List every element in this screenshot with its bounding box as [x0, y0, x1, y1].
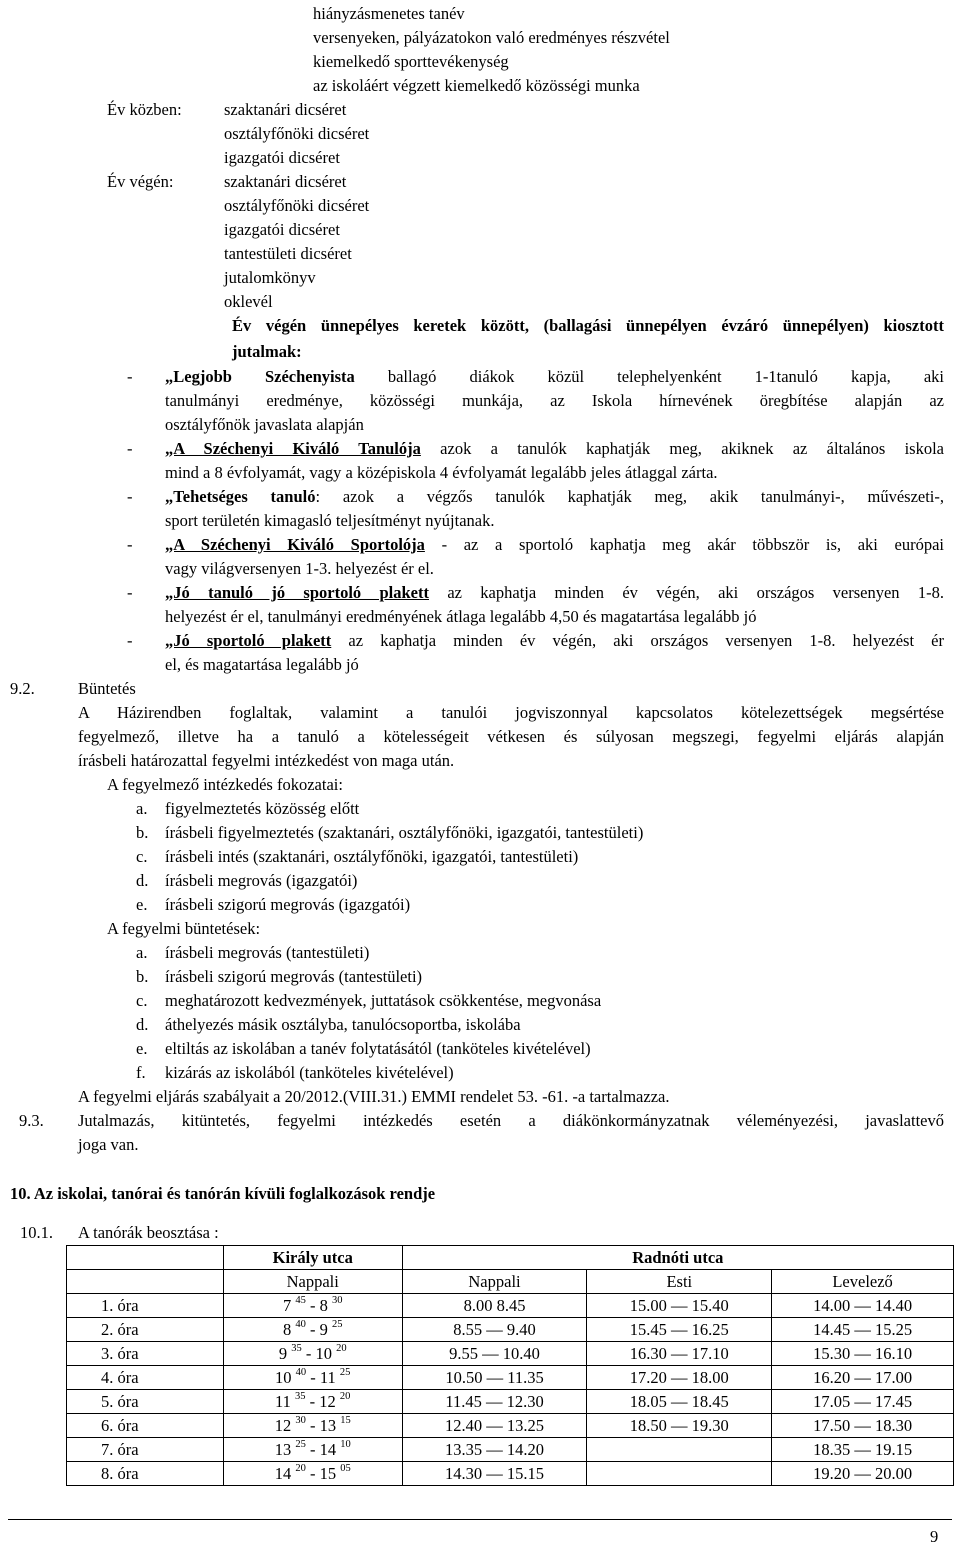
award-line: osztályfőnök javaslata alapján [165, 415, 364, 434]
end-year-label: Év végén: [107, 172, 174, 191]
punishment-item: áthelyezés másik osztályba, tanulócsoportba, iskolába [165, 1015, 521, 1034]
table-row [67, 1366, 954, 1390]
table-header-row [67, 1246, 954, 1270]
time-cell: 10.50 — 11.35 [402, 1366, 587, 1390]
praise-item: jutalomkönyv [224, 268, 316, 287]
time-cell: 15.45 — 16.25 [587, 1318, 772, 1342]
punishment-item: eltiltás az iskolában a tanév folytatásától (tanköteles kivételével) [165, 1039, 591, 1058]
measure-letter: c. [136, 847, 148, 866]
time-cell: 12.40 — 13.25 [402, 1414, 587, 1438]
column-header: Nappali [223, 1270, 402, 1294]
ceremony-line: jutalmak: [232, 342, 302, 361]
praise-item: oklevél [224, 292, 273, 311]
measure-letter: d. [136, 871, 149, 890]
time-cell: 13 $^{25}$ - 14 $^{10}$ [223, 1438, 402, 1462]
punishments-heading: A fegyelmi büntetések: [107, 919, 261, 938]
time-cell: 18.05 — 18.45 [587, 1390, 772, 1414]
time-cell: 17.20 — 18.00 [587, 1366, 772, 1390]
time-cell: 10 $^{40}$ - 11 $^{25}$ [223, 1366, 402, 1390]
table-cell [67, 1246, 224, 1270]
time-cell: 14 $^{20}$ - 15 $^{05}$ [223, 1462, 402, 1486]
table-row [67, 1414, 954, 1438]
praise-item: tantestületi dicséret [224, 244, 352, 263]
award-title: „Tehetséges tanuló [165, 487, 316, 506]
measure-item: írásbeli megrovás (igazgatói) [165, 871, 358, 890]
paragraph-line: A Házirendben foglaltak, valamint a tanulói jogviszonnyal kapcsolatos kötelezettségek megsértése [78, 703, 944, 722]
campus-header: Király utca [223, 1246, 402, 1270]
praise-item: igazgatói dicséret [224, 220, 340, 239]
time-cell: 15.30 — 16.10 [772, 1342, 954, 1366]
table-header-row [67, 1270, 954, 1294]
period-label: 3. óra [67, 1342, 224, 1366]
dash-bullet: - [127, 439, 133, 458]
paragraph-line: joga van. [78, 1135, 139, 1154]
punishment-letter: a. [136, 943, 148, 962]
dash-bullet: - [127, 367, 133, 386]
praise-item: osztályfőnöki dicséret [224, 196, 370, 215]
time-cell: 14.00 — 14.40 [772, 1294, 954, 1318]
award-title: „Legjobb Széchenyista [165, 367, 355, 386]
award-line [165, 437, 944, 461]
paragraph-line: írásbeli határozattal fegyelmi intézkedést von maga után. [78, 751, 455, 770]
time-cell: 9.55 — 10.40 [402, 1342, 587, 1366]
measure-item: figyelmeztetés közösség előtt [165, 799, 360, 818]
table-cell [67, 1270, 224, 1294]
punishment-letter: c. [136, 991, 148, 1010]
period-label: 1. óra [67, 1294, 224, 1318]
period-label: 8. óra [67, 1462, 224, 1486]
time-cell: 7 $^{45}$ - 8 $^{30}$ [223, 1294, 402, 1318]
award-text: : azok a végzős tanulók kaphatják meg, akik tanulmányi-, művészeti-, [315, 487, 945, 506]
footer-divider [8, 1519, 952, 1520]
column-header: Nappali [402, 1270, 587, 1294]
criteria-item: az iskoláért végzett kiemelkedő közösségi munka [313, 76, 640, 95]
table-row [67, 1438, 954, 1462]
period-label: 5. óra [67, 1390, 224, 1414]
campus-header: Radnóti utca [402, 1246, 953, 1270]
time-cell: 16.30 — 17.10 [587, 1342, 772, 1366]
dash-bullet: - [127, 631, 133, 650]
time-cell: 14.45 — 15.25 [772, 1318, 954, 1342]
measure-item: írásbeli szigorú megrovás (igazgatói) [165, 895, 411, 914]
award-title: „A Széchenyi Kiváló Tanulója [165, 439, 421, 458]
section-title: A tanórák beosztása : [78, 1223, 219, 1242]
table-row [67, 1462, 954, 1486]
award-line: el, és magatartása legalább jó [165, 655, 359, 674]
award-text: - az a sportoló kaphatja meg akár többször is, aki európai [424, 535, 944, 554]
punishment-item: írásbeli szigorú megrovás (tantestületi) [165, 967, 423, 986]
measure-letter: e. [136, 895, 148, 914]
time-cell: 11.45 — 12.30 [402, 1390, 587, 1414]
time-cell: 19.20 — 20.00 [772, 1462, 954, 1486]
page-number: 9 [930, 1527, 939, 1546]
award-line [165, 485, 944, 509]
paragraph-line: Jutalmazás, kitüntetés, fegyelmi intézkedés esetén a diákönkormányzatnak véleményezési, javaslattevő [78, 1111, 944, 1130]
punishment-item: kizárás az iskolából (tanköteles kivételével) [165, 1063, 454, 1082]
table-row [67, 1294, 954, 1318]
dash-bullet: - [127, 583, 133, 602]
award-line: sport területén kimagasló teljesítményt nyújtanak. [165, 511, 495, 530]
punishment-item: meghatározott kedvezmények, juttatások csökkentése, megvonása [165, 991, 602, 1010]
section-heading: 10. Az iskolai, tanórai és tanórán kívüli foglalkozások rendje [10, 1184, 436, 1203]
schedule-table [66, 1245, 954, 1486]
section-number: 9.3. [19, 1111, 44, 1130]
award-title: „A Széchenyi Kiváló Sportolója [165, 535, 425, 554]
award-text: ballagó diákok közül telephelyenként 1-1tanuló kapja, aki [354, 367, 945, 386]
section-number: 10.1. [20, 1223, 53, 1242]
time-cell: 18.50 — 19.30 [587, 1414, 772, 1438]
section-title: Büntetés [78, 679, 136, 698]
time-cell: 17.05 — 17.45 [772, 1390, 954, 1414]
time-cell: 14.30 — 15.15 [402, 1462, 587, 1486]
measure-item: írásbeli figyelmeztetés (szaktanári, osztályfőnöki, igazgatói, tantestületi) [165, 823, 644, 842]
time-cell [587, 1438, 772, 1462]
dash-bullet: - [127, 535, 133, 554]
table-row [67, 1342, 954, 1366]
measures-heading: A fegyelmező intézkedés fokozatai: [107, 775, 343, 794]
time-cell: 15.00 — 15.40 [587, 1294, 772, 1318]
award-line [165, 581, 944, 605]
dash-bullet: - [127, 487, 133, 506]
period-label: 6. óra [67, 1414, 224, 1438]
praise-item: szaktanári dicséret [224, 100, 347, 119]
punishment-letter: e. [136, 1039, 148, 1058]
criteria-item: versenyeken, pályázatokon való eredményes részvétel [313, 28, 670, 47]
award-text: azok a tanulók kaphatják meg, akiknek az általános iskola [420, 439, 944, 458]
award-line: mind a 8 évfolyamát, vagy a középiskola 4 évfolyamát legalább jeles átlaggal zárta. [165, 463, 718, 482]
time-cell: 8.55 — 9.40 [402, 1318, 587, 1342]
award-line [165, 365, 944, 389]
praise-item: szaktanári dicséret [224, 172, 347, 191]
time-cell: 8.00 8.45 [402, 1294, 587, 1318]
time-cell [587, 1462, 772, 1486]
punishment-letter: f. [136, 1063, 146, 1082]
award-title: „Jó tanuló jó sportoló plakett [165, 583, 429, 602]
punishment-letter: d. [136, 1015, 149, 1034]
award-line: tanulmányi eredménye, közösségi munkája, az Iskola hírnevének öregbítése alapján az [165, 391, 944, 410]
award-line: helyezést ér el, tanulmányi eredményének átlaga legalább 4,50 és magatartása legalább jó [165, 607, 757, 626]
period-label: 7. óra [67, 1438, 224, 1462]
table-row [67, 1390, 954, 1414]
measure-item: írásbeli intés (szaktanári, osztályfőnöki, igazgatói, tantestületi) [165, 847, 579, 866]
time-cell: 13.35 — 14.20 [402, 1438, 587, 1462]
praise-item: igazgatói dicséret [224, 148, 340, 167]
ceremony-line: Év végén ünnepélyes keretek között, (ballagási ünnepélyen évzáró ünnepélyen) kiosztott [232, 316, 944, 335]
award-text: az kaphatja minden év végén, aki országos versenyen 1-8. helyezést ér [331, 631, 944, 650]
praise-item: osztályfőnöki dicséret [224, 124, 370, 143]
measure-letter: a. [136, 799, 148, 818]
time-cell: 16.20 — 17.00 [772, 1366, 954, 1390]
column-header: Levelező [772, 1270, 954, 1294]
punishment-letter: b. [136, 967, 149, 986]
award-title: „Jó sportoló plakett [165, 631, 332, 650]
table-row [67, 1318, 954, 1342]
period-label: 2. óra [67, 1318, 224, 1342]
award-line [165, 629, 944, 653]
column-header: Esti [587, 1270, 772, 1294]
rules-line: A fegyelmi eljárás szabályait a 20/2012.(VIII.31.) EMMI rendelet 53. -61. -a tartalmazza. [78, 1087, 670, 1106]
time-cell: 9 $^{35}$ - 10 $^{20}$ [223, 1342, 402, 1366]
section-number: 9.2. [10, 679, 35, 698]
paragraph-line: fegyelmező, illetve ha a tanuló a kötelességeit vétkesen és súlyosan megszegi, fegyelmi eljárás alapján [78, 727, 944, 746]
during-year-label: Év közben: [107, 100, 182, 119]
time-cell: 12 $^{30}$ - 13 $^{15}$ [223, 1414, 402, 1438]
measure-letter: b. [136, 823, 149, 842]
time-cell: 11 $^{35}$ - 12 $^{20}$ [223, 1390, 402, 1414]
award-line [165, 533, 944, 557]
award-line: vagy világversenyen 1-3. helyezést ér el. [165, 559, 434, 578]
period-label: 4. óra [67, 1366, 224, 1390]
time-cell: 17.50 — 18.30 [772, 1414, 954, 1438]
award-text: az kaphatja minden év végén, aki országos versenyen 1-8. [429, 583, 944, 602]
punishment-item: írásbeli megrovás (tantestületi) [165, 943, 370, 962]
time-cell: 8 $^{40}$ - 9 $^{25}$ [223, 1318, 402, 1342]
time-cell: 18.35 — 19.15 [772, 1438, 954, 1462]
criteria-item: hiányzásmenetes tanév [313, 4, 465, 23]
criteria-item: kiemelkedő sporttevékenység [313, 52, 509, 71]
